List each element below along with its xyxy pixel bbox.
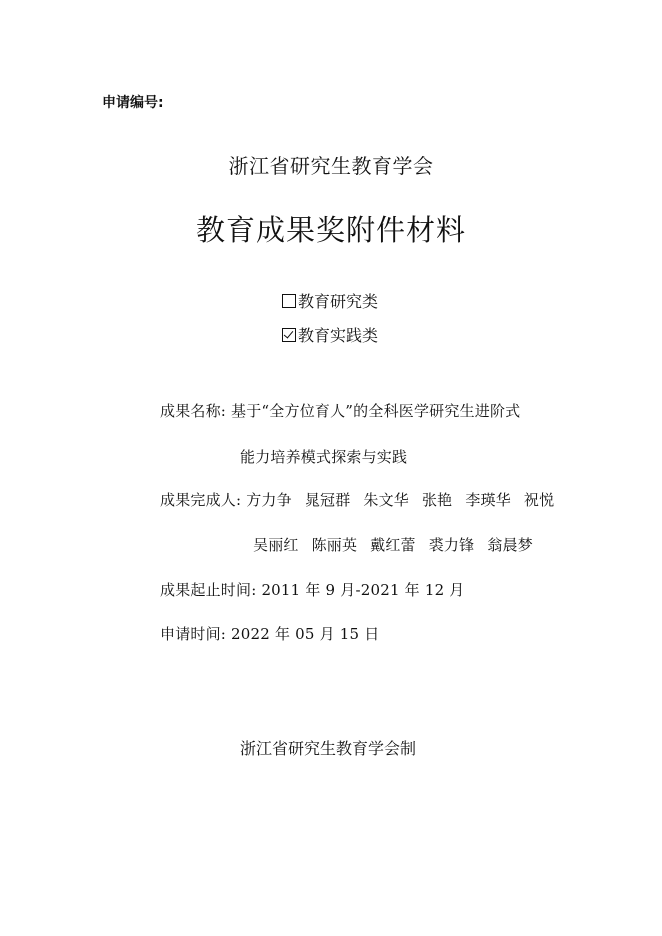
completer-name: 祝悦	[523, 491, 555, 509]
completers-row1	[246, 491, 554, 509]
application-number-label: 申请编号:	[102, 95, 164, 111]
completer-name: 翁晨梦	[487, 536, 533, 554]
completer-name: 李瑛华	[465, 491, 511, 509]
achievement-name-line2: 能力培养模式探索与实践	[240, 448, 408, 466]
completer-name: 戴红蕾	[370, 536, 416, 554]
completer-name: 吴丽红	[253, 536, 299, 554]
completer-name: 方力争	[246, 491, 292, 509]
completer-name: 张艳	[421, 491, 453, 509]
period-label: 成果起止时间:	[160, 581, 257, 599]
checkbox-checked-icon	[282, 328, 296, 342]
issuer-footer: 浙江省研究生教育学会制	[240, 739, 417, 758]
period-value: 2011 年 9 月-2021 年 12 月	[261, 581, 465, 599]
category-label: 教育研究类	[298, 292, 379, 311]
completer-name: 朱文华	[363, 491, 409, 509]
category-education-practice	[282, 323, 378, 346]
document-title: 教育成果奖附件材料	[195, 213, 466, 247]
achievement-period	[160, 579, 465, 600]
checkbox-unchecked-icon	[282, 294, 296, 308]
achievement-name-line1	[160, 400, 520, 421]
completers-line1	[160, 489, 554, 510]
completers-row2	[253, 534, 533, 555]
completer-name: 陈丽英	[311, 536, 358, 554]
category-education-research	[282, 289, 378, 312]
completer-name: 裘力锋	[428, 536, 475, 554]
completers-label: 成果完成人:	[160, 491, 242, 509]
application-time-label: 申请时间:	[160, 625, 227, 643]
achievement-name-value: 基于“全方位育人”的全科医学研究生进阶式	[231, 402, 521, 420]
application-time	[160, 623, 379, 644]
application-time-value: 2022 年 05 月 15 日	[231, 625, 380, 643]
organization-heading: 浙江省研究生教育学会	[228, 154, 434, 178]
category-label: 教育实践类	[298, 326, 379, 345]
achievement-name-label: 成果名称:	[160, 402, 227, 420]
completer-name: 晁冠群	[304, 491, 351, 509]
